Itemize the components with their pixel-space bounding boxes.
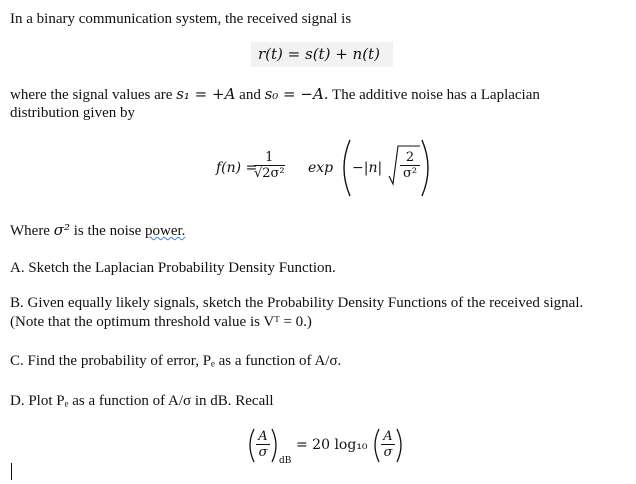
pdf-fraction-den: √2σ² <box>254 166 285 181</box>
db-rhs-den: σ <box>381 444 395 460</box>
s1-value: s₁ = +A <box>176 85 236 103</box>
question-a: A. Sketch the Laplacian Probability Density Function. <box>10 260 336 276</box>
and-text: and <box>239 87 261 103</box>
question-d: D. Plot Pₑ as a function of A/σ in dB. Recall <box>10 393 274 409</box>
pdf-fraction <box>254 150 285 181</box>
received-signal-equation: r(t) = s(t) + n(t) <box>258 45 380 63</box>
where-line <box>10 221 185 241</box>
s0-value: s₀ = −A. <box>264 85 329 103</box>
sigma-squared: σ² <box>53 221 70 239</box>
text-cursor[interactable] <box>11 463 12 480</box>
db-equals-log: = 20 log₁₀ <box>296 437 368 453</box>
db-subscript: dB <box>279 456 292 466</box>
root-fraction-num: 2 <box>405 150 415 165</box>
db-rhs-num: A <box>383 429 393 444</box>
where-prefix: Where <box>10 223 50 239</box>
where-middle: is the noise <box>73 223 142 239</box>
db-equation <box>248 424 408 470</box>
intro-text: where the signal values are <box>10 87 173 103</box>
question-b-line-2: (Note that the optimum threshold value is Vᵀ = 0.) <box>10 314 312 330</box>
db-lhs-fraction <box>256 429 270 460</box>
question-c: C. Find the probability of error, Pₑ as a function of A/σ. <box>10 353 342 369</box>
db-lhs-num: A <box>258 429 268 444</box>
intro-line-3: distribution given by <box>10 105 135 121</box>
power-word: power. <box>144 223 186 239</box>
pdf-inner-term: −|n| <box>352 160 383 176</box>
pdf-fraction-num: 1 <box>265 150 274 165</box>
db-rhs-fraction <box>381 429 395 460</box>
question-b-line-1: B. Given equally likely signals, sketch the Probability Density Functions of the received signal. <box>10 295 584 311</box>
intro-text-b: The additive noise has a Laplacian <box>332 87 540 103</box>
intro-line-2 <box>10 85 540 105</box>
exp-function: exp <box>308 160 334 176</box>
intro-line-1: In a binary communication system, the received signal is <box>10 11 352 27</box>
root-fraction-den: σ² <box>400 165 420 181</box>
root-fraction <box>400 150 420 181</box>
db-lhs-den: σ <box>256 444 270 460</box>
pdf-lhs: f(n) = <box>216 160 258 176</box>
